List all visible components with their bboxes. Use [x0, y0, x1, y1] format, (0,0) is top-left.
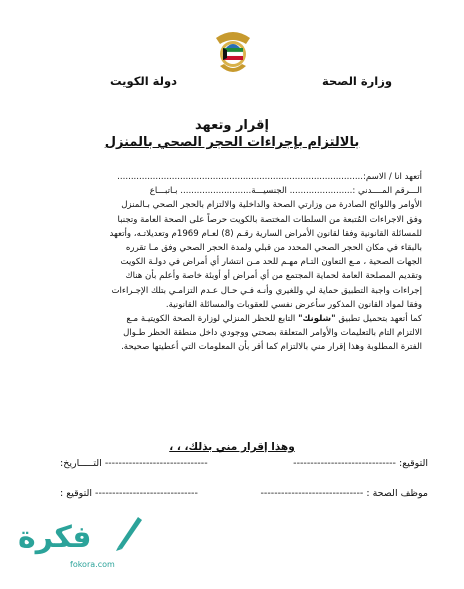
document-title: إقرار وتعهد [195, 118, 269, 133]
body-line: إجراءات واجبة التطبيق حماية لي وللغيري وأنـه فـي حـال عـدم التزامـي بتلك الإجـراءات [111, 285, 422, 296]
body-line: للمسائلة القانونية وفقا لقانون الأمراض السارية رقـم (8) لعـام 1969م وتعديلاتـه، وأتعهد [109, 228, 422, 239]
app-pledge-line [34, 312, 422, 326]
date-field[interactable] [60, 458, 208, 469]
document-subtitle: بالالتزام بإجراءات الحجر الصحي بالمنزل [104, 135, 360, 150]
watermark-brand: فكرة [18, 520, 92, 555]
watermark-url: fokora.com [70, 560, 115, 569]
name-line: أتعهد انا / الاسم:.......................................................................................... [117, 172, 422, 182]
state-name: دولة الكويت [110, 74, 177, 88]
body-text-fragment: كما أتعهد بتحميل تطبيق [335, 314, 422, 325]
body-line: وفقا لمواد القانون المذكور سأعرض نفسي للعقوبات والمسائلة القانونية. [165, 299, 422, 310]
health-employee-field[interactable] [260, 488, 428, 499]
employee-signature-label: التوقيع : [60, 488, 92, 499]
body-line: وفق الاجراءات المُتبعة من السلطات المختصة بالكويت حرصاً على الصحة العامة وتجنبا [117, 214, 422, 225]
body-line: الالتزام التام بالتعليمات والأوامر المتعلقة بصحتي ووجودي داخل منطقة الحظر طـوال [123, 328, 422, 339]
signature-field[interactable] [293, 458, 428, 469]
pen-icon [112, 511, 144, 551]
body-text-fragment: التابع للحظر المنزلي لوزارة الصحة الكويتيـة مـع [126, 314, 299, 325]
body-line: الجهات الصحية ، مـع التعاون التـام مهـم للحد مـن انتشار أي أمراض في دولـة الكويت [120, 257, 422, 268]
body-line: الفترة المطلوبة وهذا إقرار مني بالالتزام كما أقر بأن المعلومات التي أعطيتها صحيحة. [121, 342, 422, 353]
letterhead [0, 24, 464, 94]
kuwait-emblem-icon [212, 24, 254, 80]
health-employee-label: موظف الصحة : [366, 488, 428, 499]
health-employee-line: ------------------------------ [260, 488, 364, 499]
body-line: بالبقاء في مكان الحجر الصحي المحدد من قبلي ولمدة الحجر الصحي وفق مـا تقرره [125, 243, 422, 254]
app-name: "شلونك" [298, 314, 336, 325]
civil-id-line: الـــرقم المــــدني :....................... الجنسيـــة.......................... بـاتبـــاع [149, 186, 422, 197]
body-line: الأوامر واللوائح الصادرة من وزارتي الصحة والداخلية والالتزام بالحجر الصحي بـالمنزل [121, 200, 422, 211]
employee-signature-line: ------------------------------ [95, 488, 198, 499]
body-line: وتقديم المصلحة العامة لحماية المجتمع من أي أمراض أو أوبئة خاصة وأعلم بأن هناك [125, 271, 422, 282]
employee-signature-field[interactable] [60, 488, 198, 499]
signature-line: ------------------------------ [293, 458, 396, 469]
date-label: التـــــاريخ: [60, 458, 102, 469]
declaration-body [34, 170, 422, 355]
watermark [10, 513, 160, 577]
date-line: ------------------------------ [104, 458, 208, 469]
ministry-name: وزارة الصحة [322, 74, 392, 88]
signature-label: التوقيع: [399, 458, 428, 469]
closing-statement: وهذا إقرار مني بذلك، ، ، [169, 441, 295, 453]
